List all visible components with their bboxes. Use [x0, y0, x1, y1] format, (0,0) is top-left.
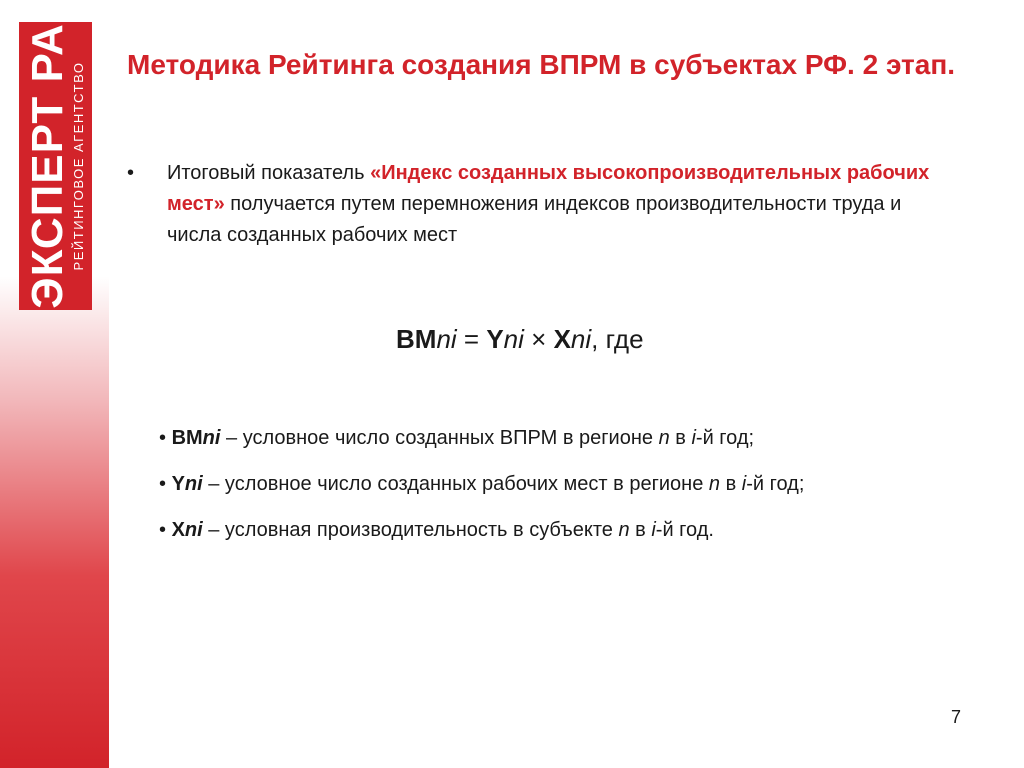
formula-equals: =: [456, 324, 487, 354]
expert-ra-logo: [19, 22, 92, 310]
definition-text: в: [629, 519, 652, 541]
definition-text: -й год.: [655, 519, 714, 541]
formula-suffix: , где: [591, 324, 644, 354]
definition-text: в: [669, 427, 692, 449]
definition-subscript: ni: [202, 427, 221, 449]
definition-subscript: ni: [184, 473, 203, 495]
definition-symbol: ВМ: [171, 427, 203, 449]
formula-lhs-symbol: ВМ: [396, 324, 437, 354]
slide-title: Методика Рейтинга создания ВПРМ в субъектах РФ. 2 этап.: [127, 49, 956, 80]
bullet-marker: •: [127, 162, 135, 184]
page-number: 7: [951, 707, 962, 727]
definition-text: в: [720, 473, 742, 495]
definition-symbol: X: [171, 519, 185, 541]
definition-marker: •: [159, 519, 172, 541]
formula-term2-symbol: X: [553, 324, 571, 354]
main-bullet-text: [167, 158, 937, 251]
formula-term1-symbol: Y: [486, 324, 504, 354]
definition-item-vm: [159, 424, 1009, 452]
definition-text: -й год;: [746, 473, 805, 495]
definition-text: – условная производительность в субъекте: [202, 519, 619, 541]
definition-item-x: [159, 516, 1009, 544]
logo-sub-text: РЕЙТИНГОВОЕ АГЕНТСТВО: [70, 61, 85, 271]
definition-n: n: [708, 473, 721, 495]
formula-lhs-subscript: ni: [436, 324, 457, 354]
logo-text-block: [22, 24, 90, 308]
definition-marker: •: [159, 473, 172, 495]
definition-subscript: ni: [184, 519, 203, 541]
formula-term1-subscript: ni: [503, 324, 524, 354]
definition-i: i: [651, 519, 656, 541]
definition-n: n: [618, 519, 630, 541]
index-name-highlight: «Индекс созданных высокопроизводительных рабочих мест»: [167, 162, 930, 215]
definition-i: i: [691, 427, 696, 449]
definition-text: – условное число созданных рабочих мест в регионе: [202, 473, 709, 495]
formula: [396, 322, 644, 356]
formula-times: ×: [523, 324, 554, 354]
formula-term2-subscript: ni: [570, 324, 592, 354]
definition-i: i: [741, 473, 747, 495]
definition-n: n: [658, 427, 670, 449]
definition-symbol: Y: [171, 473, 185, 495]
definition-marker: •: [159, 427, 172, 449]
main-bullet: [127, 158, 937, 251]
definition-text: – условное число созданных ВПРМ в регионе: [220, 427, 659, 449]
main-bullet-lead: Итоговый показатель: [167, 162, 371, 184]
definition-text: -й год;: [695, 427, 755, 449]
main-bullet-rest: получается путем перемножения индексов производительности труда и числа созданных рабочих мест: [167, 193, 902, 246]
definition-item-y: [159, 470, 1009, 498]
definitions-list: [159, 424, 1009, 562]
logo-main-text: ЭКСПЕРТ РА: [22, 23, 71, 309]
